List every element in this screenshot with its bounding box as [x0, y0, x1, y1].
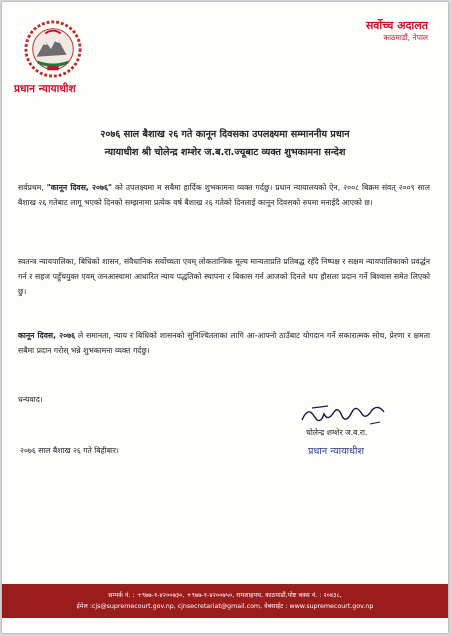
message-title-line-2: न्यायाधीश श्री चोलेन्द्र शम्शेर ज.ब.रा.ज्यूबाट व्यक्त शुभकामना सन्देश	[104, 147, 346, 158]
court-name: सर्वोच्च अदालत	[365, 19, 428, 32]
office-title: प्रधान न्यायाधीश	[14, 83, 76, 95]
law-day-bold: कानून दिवस, २०७६	[18, 331, 76, 340]
footer-contact-band	[2, 584, 448, 618]
paragraph-3-text: ले समानता, न्याय र बिधिको शासनको सुनिश्चितताका लागि आ-आफ्नो ठाउँबाट योगदान गर्ने सकारात्मक सोच, प्रेरणा र क्षमता सबैमा प्रदान गरोस् भन्ने शुभकामना व्यक्त गर्दछु।	[18, 331, 430, 355]
law-day-highlight: "कानून दिवस, २०७६"	[46, 183, 113, 192]
court-location: काठमाडौं, नेपाल	[383, 33, 428, 42]
paragraph-1	[18, 180, 430, 210]
paragraph-2	[18, 254, 430, 299]
signer-title: प्रधान न्यायाधीश	[308, 446, 365, 457]
thanks-text: धन्यवाद।	[18, 395, 43, 404]
footer-email-line: ईमेल :cjs@supremecourt.gov.np, cjnsecretariat@gmail.com, वेबसाईट : www.supremecourt.gov.np	[76, 603, 374, 610]
date-line: २०७६ साल बैशाख २६ गते बिहीबार।	[20, 446, 119, 455]
paragraph-1-intro: सर्वप्रथम,	[18, 183, 47, 192]
handwritten-signature	[298, 400, 390, 428]
footer-contact-line: सम्पर्क नं. : +९७७-१-४२००७३०, +९७७-१-४२००७५०, रामशाहपथ, काठमाडौं,पोष्ट बक्स नं. : २०४३८,	[108, 592, 342, 599]
paragraph-2-text: स्वतन्त्र न्यायपालिका, बिधिको शासन, संवैधानिक सर्वोच्चता एवम् लोकतान्त्रिक मूल्य मान्यताप्रति प्रतिबद्ध रहँदै निष्पक्ष र सक्षम न्यायपालिकाको प्रवर्द्धन गर्न र सहज पहुँचयुक्त एवम् जनआस्थामा आधारित न्याय पद्धतिको स्थापना र बिकास गर्न आजको दिनले थप हौसला प्रदान गर्ने बिश्वास समेत लिएको छु।	[18, 257, 430, 296]
letter-page	[2, 2, 448, 633]
paragraph-3	[18, 328, 430, 358]
signer-name: चोलेन्द्र शम्शेर ज.ब.रा.	[306, 428, 368, 437]
nepal-emblem-icon	[24, 20, 82, 78]
message-title-line-1: २०७६ साल बैशाख २६ गते कानून दिवसका उपलक्ष्यमा सम्माननीय प्रधान	[100, 129, 350, 140]
paragraph-1-text: को उपलक्ष्यमा म सबैमा हार्दिक शुभकामना व्यक्त गर्दछु। प्रधान न्यायालयको ऐन, २००८ बिक्रम संवत् २००९ साल बैशाख २६ गतेबाट लागू भएको दिनको सम्झनामा प्रत्येक वर्ष बैशाख २६ गतेको दिनलाई कानून दिवसको रुपमा मनाईदै आएको छ।	[18, 183, 430, 207]
